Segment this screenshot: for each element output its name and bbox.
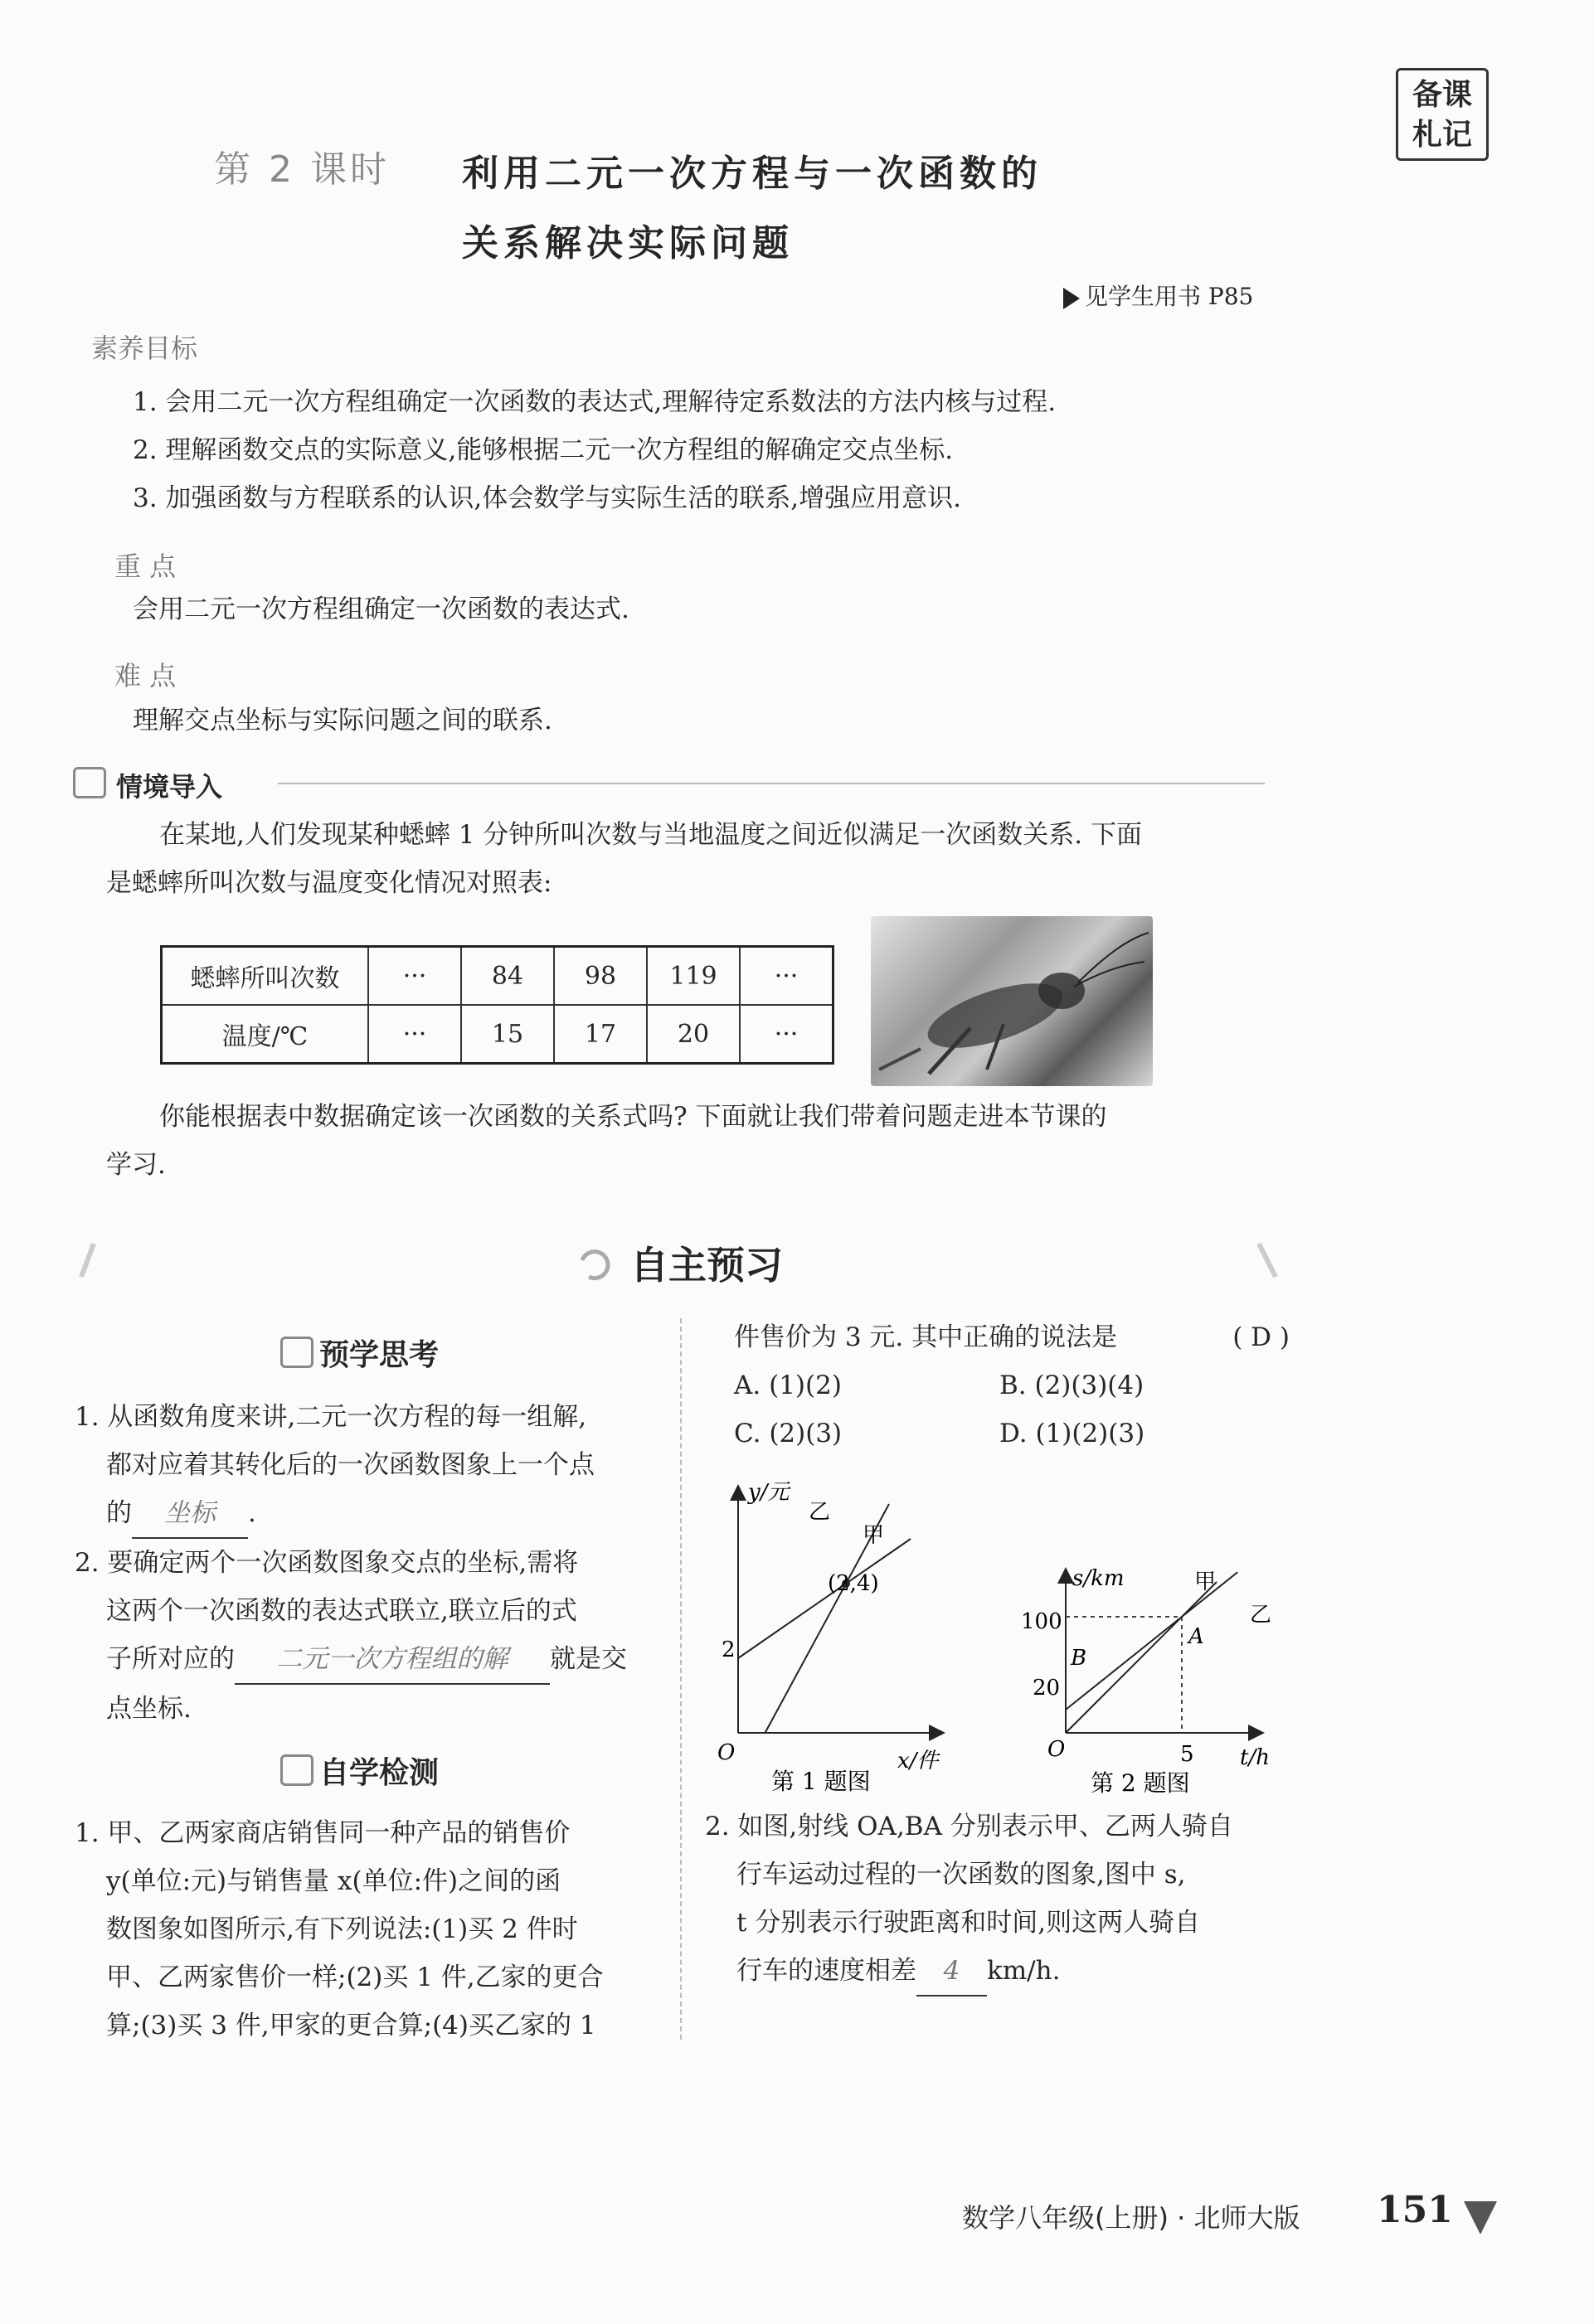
prelearn-heading: 预学思考 — [319, 1338, 440, 1372]
book-info: 数学八年级(上册) · 北师大版 — [962, 2202, 1300, 2234]
lesson-number: 第 2 课时 — [214, 148, 390, 191]
key-point-text: 会用二元一次方程组确定一次函数的表达式. — [133, 594, 629, 624]
y-axis-label: y/元 — [748, 1480, 790, 1505]
x-axis-label: x/件 — [897, 1749, 939, 1773]
page-number: 151 — [1377, 2189, 1453, 2231]
selfcheck-q1-cont: 件售价为 3 元. 其中正确的说法是 ( D ) A. (1)(2) B. (2)(3)(4) C. (2)(3) D. (1)(2)(3) — [734, 1313, 1290, 1458]
intro-label: 情境导入 — [116, 771, 223, 803]
answer-blank: 二元一次方程组的解 — [235, 1635, 550, 1685]
play-triangle-icon — [1063, 288, 1080, 309]
figure-1-caption: 第 1 题图 — [771, 1768, 871, 1795]
difficulty-text: 理解交点坐标与实际问题之间的联系. — [133, 706, 552, 735]
point-a-label: A — [1188, 1624, 1204, 1649]
x-axis-label: t/h — [1240, 1745, 1270, 1770]
point-label: (2,4) — [828, 1571, 879, 1596]
y-tick-20: 20 — [1033, 1676, 1061, 1701]
corner-arrow-icon — [1455, 2193, 1505, 2243]
intro-icon — [73, 767, 106, 798]
label-yi: 乙 — [1250, 1603, 1272, 1628]
origin-label: O — [717, 1740, 736, 1765]
figure-2 — [1016, 1542, 1298, 1799]
selfcheck-icon — [280, 1754, 313, 1786]
cricket-data-table — [160, 945, 834, 1065]
answer-blank: 4 — [916, 1947, 987, 1997]
intro-paragraph: 在某地,人们发现某种蟋蟀 1 分钟所叫次数与当地温度之间近似满足一次函数关系. 下面 是蟋蟀所叫次数与温度变化情况对照表: — [106, 820, 1142, 898]
y-tick-2: 2 — [722, 1637, 736, 1662]
notes-badge: 备课 札记 — [1396, 68, 1489, 161]
cricket-photo — [871, 916, 1153, 1086]
page-title: 利用二元一次方程与一次函数的 关系解决实际问题 — [462, 153, 1042, 264]
table-row: 温度/℃ ··· 15 17 20 ··· — [162, 1005, 833, 1064]
x-tick-5: 5 — [1180, 1742, 1194, 1767]
prelearn-questions: 1. 从函数角度来讲,二元一次方程的每一组解, 都对应着其转化后的一次函数图象上一个点 的 坐标 . 2. 要确定两个一次函数图象交点的坐标,需将 这两个一次函数的表达式联立,联立后的式 子所对应的 二元一次方程组的解 就是交 点坐标. — [75, 1402, 627, 1724]
point-b-label: B — [1071, 1646, 1087, 1671]
key-point-label: 重 点 — [114, 551, 177, 582]
y-axis-label: s/km — [1072, 1566, 1125, 1591]
cricket-illustration — [871, 916, 1153, 1086]
label-yi: 乙 — [809, 1500, 831, 1525]
option-d: D. (1)(2)(3) — [999, 1419, 1145, 1448]
selfcheck-q1: 1. 甲、乙两家商店销售同一种产品的销售价 y(单位:元)与销售量 x(单位:件)之间的函 数图象如图所示,有下列说法:(1)买 2 件时 甲、乙两家售价一样;(2)买 1 件,乙家的更合 算;(3)买 3 件,甲家的更合算;(4)买乙家的 1 — [75, 1818, 604, 2040]
line-jia — [1066, 1582, 1217, 1733]
objectives-list — [133, 378, 1056, 522]
intro-question: 你能根据表中数据确定该一次函数的关系式吗? 下面就让我们带着问题走进本节课的 学习. — [106, 1102, 1107, 1180]
selfcheck-heading: 自学检测 — [319, 1756, 440, 1790]
table-row: 蟋蟀所叫次数 ··· 84 98 119 ··· — [162, 947, 833, 1006]
objectives-label: 素养目标 — [91, 332, 198, 364]
section-title: 自主预习 — [630, 1243, 783, 1288]
objective-item: 2. 理解函数交点的实际意义,能够根据二元一次方程组的解确定交点坐标. — [133, 435, 954, 465]
option-a: A. (1)(2) — [734, 1371, 842, 1400]
y-tick-100: 100 — [1021, 1609, 1062, 1634]
figure-1 — [705, 1459, 970, 1799]
origin-label: O — [1047, 1737, 1066, 1762]
option-c: C. (2)(3) — [734, 1419, 843, 1448]
difficulty-label: 难 点 — [114, 660, 177, 691]
selfcheck-q2: 2. 如图,射线 OA,BA 分别表示甲、乙两人骑自 行车运动过程的一次函数的图象,图中 s, t 分别表示行驶距离和时间,则这两人骑自 行车的速度相差 4 km/h. — [705, 1802, 1294, 1997]
figure-2-caption: 第 2 题图 — [1091, 1769, 1190, 1797]
option-b: B. (2)(3)(4) — [999, 1371, 1144, 1400]
student-book-reference: 见学生用书 P85 — [1063, 279, 1253, 312]
intro-divider — [278, 783, 1265, 784]
column-divider — [680, 1318, 682, 2040]
objective-item: 1. 会用二元一次方程组确定一次函数的表达式,理解待定系数法的方法内核与过程. — [133, 387, 1057, 417]
prelearn-icon — [280, 1337, 313, 1368]
line-jia — [738, 1539, 911, 1658]
answer-choice: ( D ) — [1232, 1322, 1290, 1352]
answer-blank: 坐标 — [132, 1489, 248, 1539]
label-jia: 甲 — [863, 1523, 885, 1548]
objective-item: 3. 加强函数与方程联系的认识,体会数学与实际生活的联系,增强应用意识. — [133, 483, 961, 513]
label-jia: 甲 — [1194, 1570, 1217, 1594]
